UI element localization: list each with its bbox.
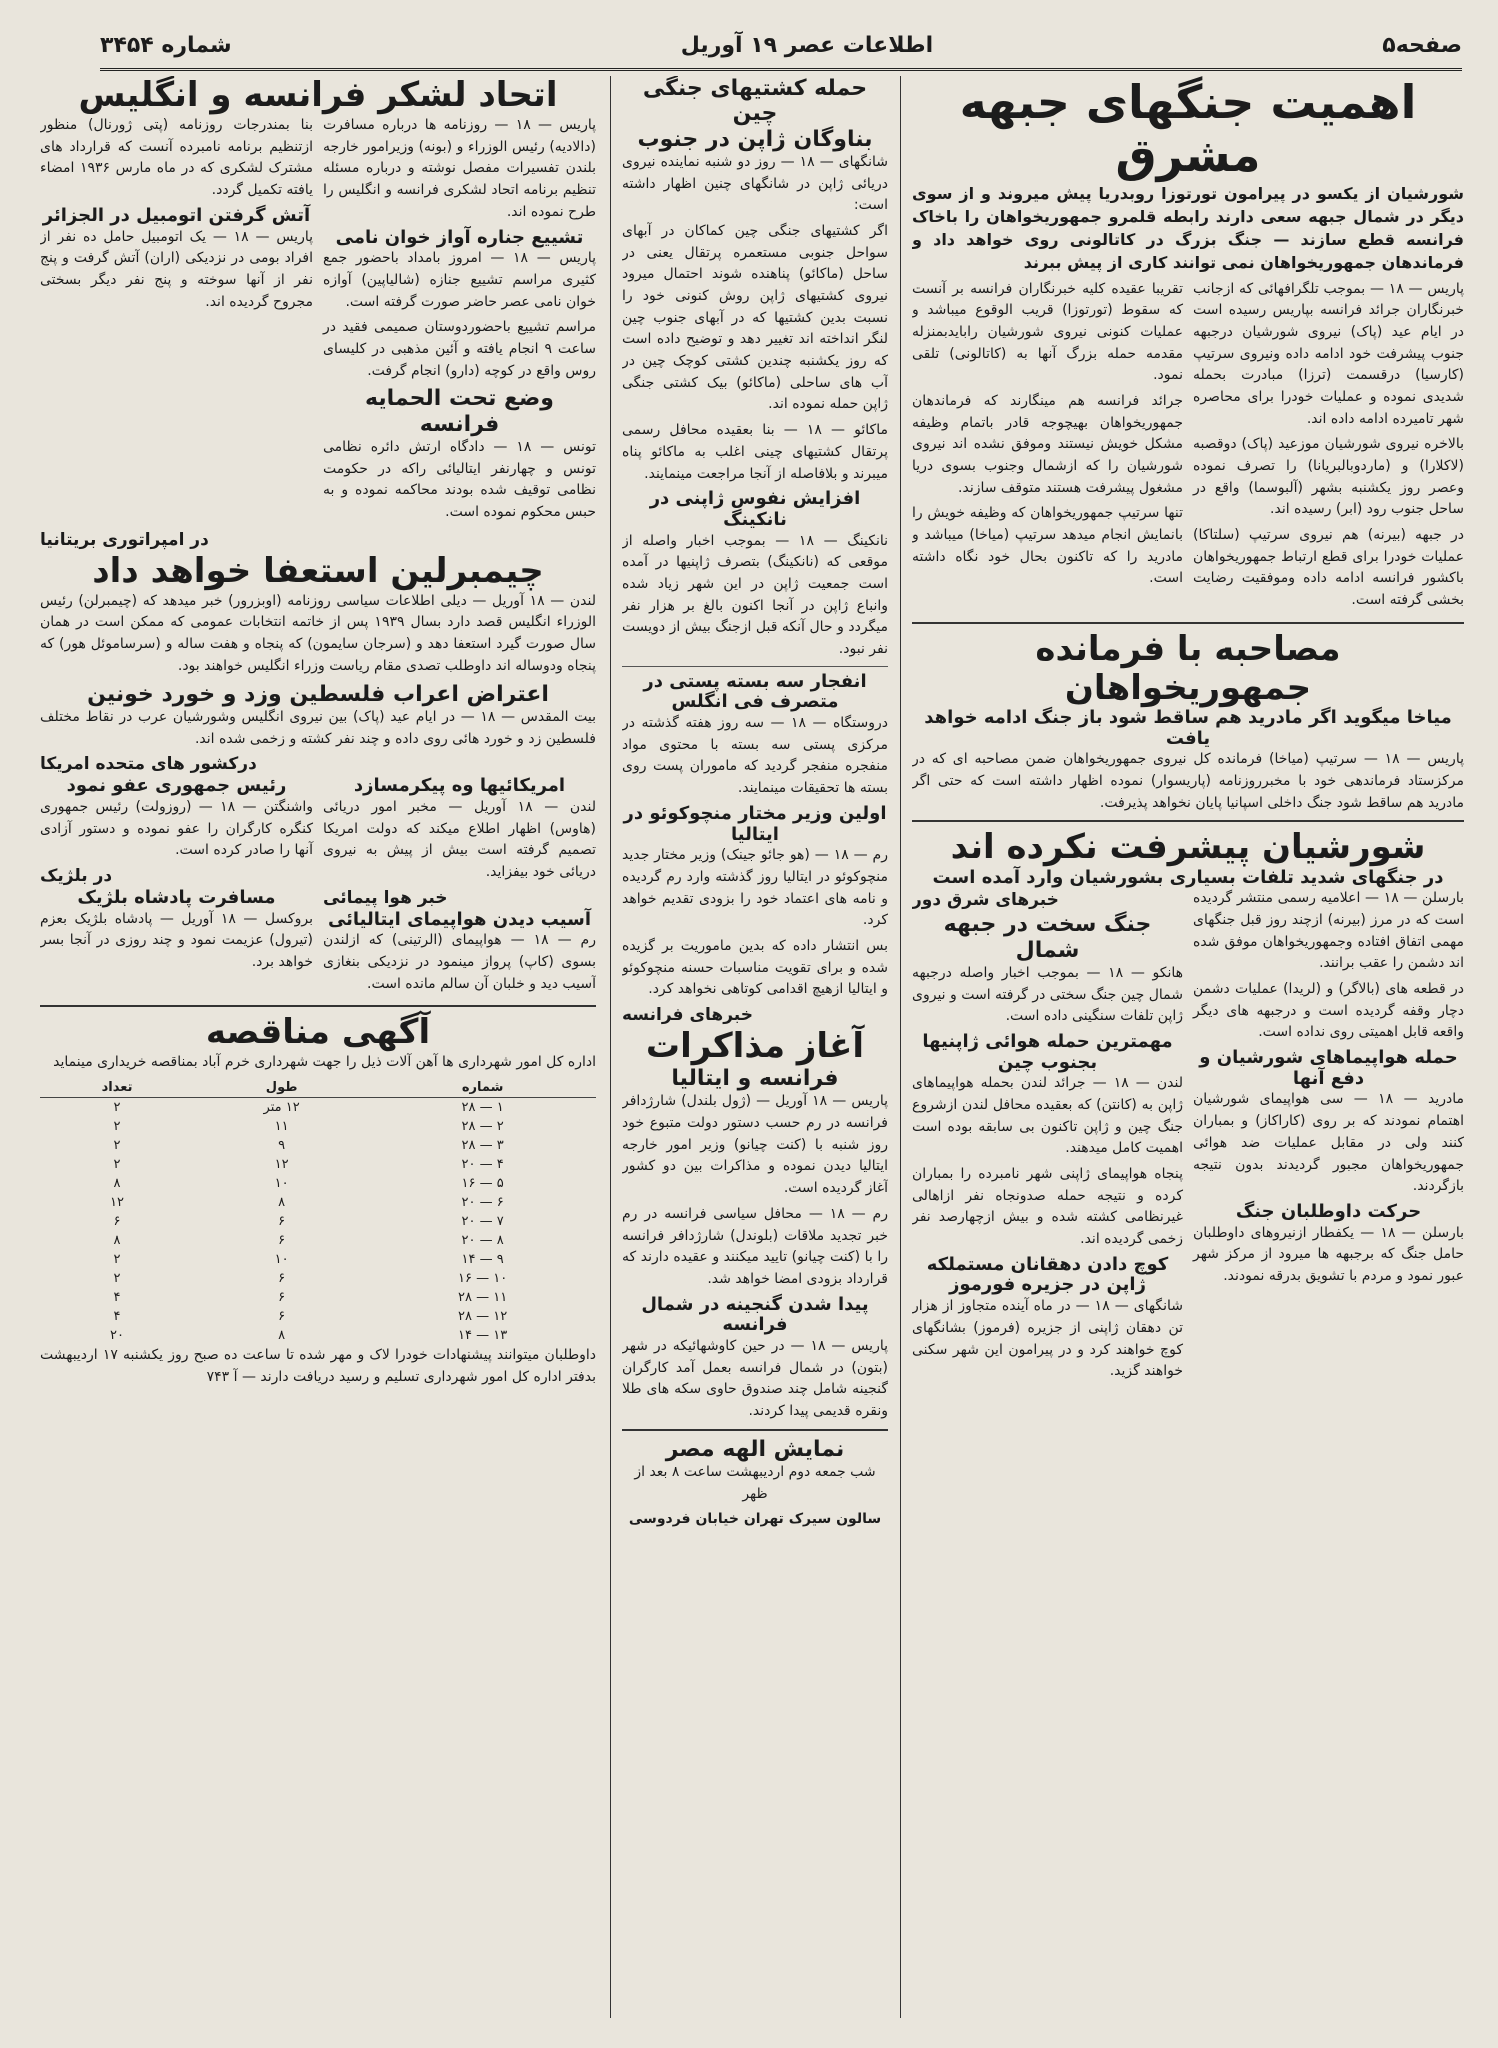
table-cell: ۸ [278, 1328, 286, 1344]
middle-column [622, 76, 888, 2018]
table-cell: ۲ [113, 1100, 121, 1116]
paragraph: مادرید — ۱۸ — سی هواپیمای شورشیان اهتمام نمودند که بر روی (کاراکاز) و بمباران کنند ولی در مقابل عملیات ضد هوائی جمهوریخواهان مجبور گردیدند بدون نتیجه بازگردند. [1193, 1091, 1464, 1195]
divider [622, 666, 888, 667]
subheadline: در جنگهای شدید تلفات بسیاری بشورشیان وارد آمده است [932, 866, 1444, 888]
advertisement-text: شب جمعه دوم اردیبهشت ساعت ۸ بعد از ظهر [634, 1464, 876, 1502]
table-cell: ۱۲ [274, 1157, 289, 1173]
paragraph: پنجاه هواپیمای ژاپنی شهر نامبرده را بمباران کرده و نتیجه حمله صدونجاه نفر ازاهالی غیرنظامی کشته شده و بیش ازچهارصد نفر زخمی گردیده اند. [912, 1166, 1183, 1248]
right-column [912, 76, 1464, 2018]
table-row [40, 1098, 596, 1118]
headline: تشییع جناره آواز خوان نامی [335, 226, 584, 248]
headline: وضع تحت الحمایه فرانسه [365, 386, 554, 437]
section-label: در بلژیک [40, 865, 113, 886]
date-line: اطلاعات عصر ۱۹ آوریل [680, 32, 934, 58]
text-column [323, 115, 596, 528]
paragraph: شانگهای — ۱۸ — در ماه آینده متجاوز از هزار تن دهقان ژاپنی از جزیره (فرموز) بشانگهای کوچ خواهند کرد و در پیرامون این شهر سکنی خواهند گزید. [912, 1298, 1183, 1380]
headline: آتش گرفتن اتومبیل در الجزائر [42, 204, 311, 226]
headline: اهمیت جنگهای جبهه مشرق [959, 76, 1417, 182]
table-cell: ۸ [278, 1195, 286, 1211]
table-cell: ۱۱ [274, 1119, 289, 1135]
table-header: تعداد [40, 1078, 194, 1098]
table-cell: ۱۰ [274, 1252, 289, 1268]
table-cell: ۲۰ [110, 1328, 125, 1344]
paragraph: بارسلن — ۱۸ — اعلامیه رسمی منتشر گردیده است که در مرز (بیرنه) ازچند روز قبل جنگهای مهمی اتفاق افتاده وجمهوریخواهان موفق شده اند دشمن را عقب برانند. [1193, 890, 1464, 972]
text-column [912, 888, 1183, 1387]
table-cell: ۹ — ۱۴ [461, 1252, 504, 1268]
tender-table [40, 1078, 596, 1345]
headline: مسافرت پادشاه بلژیک [77, 886, 276, 908]
table-row [40, 1174, 596, 1193]
paragraph: جرائد فرانسه هم مینگارند که فرماندهان جمهوریخواهان بهیچوجه قادر باتمام وظیفه مشکل خویش نیستند وموفق نشده اند نیروی شورشیان را که ازشمال وجنوب بسوی دریا مشغول پیشرفت هستند متوقف سازند. [912, 392, 1183, 496]
masthead [100, 22, 1462, 71]
paragraph: تقریبا عقیده کلیه خبرنگاران فرانسه بر آنست که سقوط (تورتوزا) قریب الوقوع میباشد و عملیات کنونی نیروی شورشیان رابایدبمنزله مقدمه حمله بزرگ آنها به (کاتالونی) تلقی نمود. [912, 280, 1183, 384]
subheadline: میاخا میگوید اگر مادرید هم ساقط شود باز جنگ ادامه خواهد یافت [924, 707, 1452, 749]
table-cell: ۳ — ۲۸ [461, 1138, 504, 1154]
paragraph: پاریس — ۱۸ — روزنامه ها درباره مسافرت (دالادیه) رئیس الوزراء و (بونه) وزیرامور خارجه بلندن تفسیرات مفصل نوشته و درباره مسئله تنظیم برنامه اتحاد لشکری فرانسه و انگلیس را طرح نموده اند. [323, 117, 596, 220]
headline: حمله هواپیماهای شورشیان و دفع آنها [1199, 1047, 1458, 1089]
subheadline: فرانسه و ایتالیا [671, 1066, 839, 1092]
text-column [912, 279, 1183, 616]
table-cell: ۴ [113, 1290, 121, 1306]
table-row [40, 1307, 596, 1326]
headline: آغاز مذاکرات [645, 1026, 865, 1067]
paragraph: مراسم تشییع باحضوردوستان صمیمی فقید در ساعت ۹ انجام یافته و آئین مذهبی در کلیسای روس واقع در کوچه (دارو) انجام گرفت. [323, 319, 596, 379]
table-cell: ۱۰ — ۱۶ [458, 1271, 508, 1287]
advertisement-title: آگهی مناقصه [205, 1012, 431, 1053]
table-cell: ۴ — ۲۰ [461, 1157, 504, 1173]
table-cell: ۱ — ۲۸ [461, 1100, 504, 1116]
headline: رئیس جمهوری عفو نمود [66, 775, 287, 797]
table-row [40, 1326, 596, 1345]
table-cell: ۶ [278, 1271, 286, 1287]
lead-paragraph: شورشیان از یکسو در پیرامون تورتوزا روبدریا پیش میروند و از سوی دیگر در شمال جبهه سعی دارند رابطه قلمرو جمهوریخواهان را باخاک فرانسه قطع سازند — جنگ بزرگ در کاتالونی روی خواهد داد و فرماندهان جمهوریخواهان نمی توانند کاری از پیش ببرند [912, 183, 1464, 273]
table-header: شماره [369, 1078, 596, 1098]
text-column [323, 776, 596, 999]
paragraph: رم — ۱۸ — هواپیمای (الرتینی) که ازلندن بسوی (کاپ) پرواز مینمود در نزدیکی بنغازی آسیب دید و خلبان آن سالم مانده است. [323, 932, 596, 992]
table-cell: ۱۱ — ۲۸ [458, 1290, 508, 1306]
section-label: درکشور های متحده امریکا [40, 754, 257, 775]
table-cell: ۶ [278, 1290, 286, 1306]
section-label: خبر هوا پیمائی [323, 887, 448, 908]
table-cell: ۲ [113, 1252, 121, 1268]
paragraph: ماکائو — ۱۸ — بنا بعقیده محافل رسمی پرتقال کشتیهای چینی اغلب به ماکائو پناه میبرند و بلافاصله از آنجا مراجعت مینمایند. [622, 422, 888, 482]
headline: افزایش نفوس ژاپنی در نانکینگ [649, 488, 861, 530]
paragraph: دروستگاه — ۱۸ — سه روز هفته گذشته در مرکزی پستی سه بسته با محتوی مواد منفجره منفجر گردید که ماموران پست روی بسته ها تحقیقات مینمایند. [622, 715, 888, 797]
section-label: خبرهای فرانسه [622, 1005, 753, 1026]
paragraph: تونس — ۱۸ — دادگاه ارتش دائره نظامی تونس و چهارنفر ایتالیائی راکه در حکومت نظامی توقیف شده بودند محاکمه نموده و به حبس محکوم نموده است. [323, 438, 596, 520]
advertisement-footer: داوطلبان میتوانند پیشنهادات خودرا لاک و مهر شده تا ساعت ده صبح روز یکشنبه ۱۷ اردیبهشت بدفتر اداره کل امور شهرداری تسلیم و رسید دریافت دارند — آ ۷۴۳ [40, 1347, 596, 1385]
text-column [40, 776, 313, 999]
column-rule [610, 76, 611, 2018]
headline: حرکت داوطلبان جنگ [1235, 1200, 1422, 1222]
table-row [40, 1269, 596, 1288]
paragraph: لندن — ۱۸ آوریل — دیلی اطلاعات سیاسی روزنامه (اوبزرور) خبر میدهد که (چیمبرلن) رئیس الوزراء انگلیس قصد دارد بسال ۱۹۳۹ پس از خاتمه انتخابات عمومی که ممکن است در همان سال صورت گیرد استعفا دهد و (سرجان سایمون) که پنجاه و هفت ساله و (سرساموئل هور) که پنجاه ودوساله اند داوطلب تصدی مقام ریاست وزراء انگلیس خواهند بود. [40, 592, 596, 674]
text-column [1193, 888, 1464, 1387]
paragraph: واشنگتن — ۱۸ — (روزولت) رئیس جمهوری کنگره کارگران را عفو نموده و دستور آزادی آنها را صادر کرده است. [40, 798, 313, 859]
table-cell: ۸ — ۲۰ [461, 1233, 504, 1249]
headline: جنگ سخت در جبهه شمال [943, 912, 1152, 963]
paragraph: رم — ۱۸ — محافل سیاسی فرانسه در رم خبر تجدید ملاقات (بلوندل) شارژدافر فرانسه را با (کنت چیانو) تایید میکنند و عقیده دارند که قرارداد بزودی امضا خواهد شد. [622, 1205, 888, 1287]
divider [40, 1005, 596, 1007]
table-cell: ۱۳ — ۱۴ [458, 1328, 508, 1344]
table-cell: ۲ [113, 1119, 121, 1135]
headline: شورشیان پیشرفت نکرده اند [950, 827, 1426, 868]
table-cell: ۲ — ۲۸ [461, 1119, 504, 1135]
paragraph: پاریس — ۱۸ — یک اتومبیل حامل ده نفر از افراد بومی در نزدیکی (اران) آتش گرفت و پنج نفر از آنها سوخته و پنج نفر دیگر بسختی مجروح گردیده اند. [40, 228, 314, 310]
text-column [1193, 279, 1464, 616]
headline: مصاحبه با فرمانده جمهوریخواهان [1035, 628, 1341, 708]
table-cell: ۸ [113, 1176, 121, 1192]
paragraph: هانکو — ۱۸ — بموجب اخبار واصله درجبهه شمال چین جنگ سختی در گرفته است و نیروی ژاپن تلفات سنگینی داده است. [912, 964, 1183, 1025]
table-cell: ۵ — ۱۶ [461, 1176, 504, 1192]
table-header: طول [194, 1078, 369, 1098]
paragraph: بروکسل — ۱۸ آوریل — پادشاه بلژیک بعزم (تیرول) عزیمت نمود و چند روزی در آنجا بسر خواهد برد. [40, 910, 313, 971]
paragraph: لندن — ۱۸ — جرائد لندن بحمله هواپیماهای ژاپن به (کانتن) که بعقیده محافل لندن ازشروع جنگ چین و ژاپن تاکنون بی سابقه بوده است اهمیت کامل میدهند. [912, 1075, 1183, 1157]
table-cell: ۲ [113, 1157, 121, 1173]
headline: انفجار سه بسته پستی در متصرف فی انگلس [643, 670, 867, 713]
headline: حمله کشتیهای جنگی چین [642, 76, 868, 127]
table-cell: ۷ — ۲۰ [461, 1214, 504, 1230]
divider [622, 1429, 888, 1431]
table-row [40, 1117, 596, 1136]
table-cell: ۲ [113, 1271, 121, 1287]
paragraph: بارسلن — ۱۸ — یکفطار ازنیروهای داوطلبان حامل جنگ که برجبهه ها میرود از مرکز شهر عبور نمود و مردم با تشویق بدرقه نمودند. [1193, 1224, 1464, 1284]
column-rule [900, 76, 901, 2018]
table-cell: ۶ [278, 1214, 286, 1230]
table-row [40, 1231, 596, 1250]
advertisement-title: نمایش الهه مصر [665, 1436, 845, 1462]
advertisement-venue: سالون سیرک تهران خیابان فردوسی [628, 1511, 882, 1528]
table-row [40, 1136, 596, 1155]
headline: بناوگان ژاپن در جنوب [637, 126, 873, 152]
paragraph: بالاخره نیروی شورشیان موزعید (پاک) دوقصبه (لاکلارا) و (ماردوبالبریانا) را تصرف نموده وعصر روز یکشنبه بشهر (آلبوسما) واقع در ساحل جنوب رود (ابر) رسیده اند. [1193, 436, 1464, 518]
issue-number: شماره ۳۴۵۴ [100, 32, 232, 58]
section-label: در امپراتوری بریتانیا [40, 529, 209, 550]
paragraph: بیت المقدس — ۱۸ — در ایام عید (پاک) بین نیروی انگلیس وشورشیان عرب در نقاط مختلف فلسطین زد و خورد هائی روی داده و چند نفر کشته و زخمی شده اند. [40, 708, 596, 747]
table-cell: ۶ [278, 1233, 286, 1249]
table-row [40, 1288, 596, 1307]
divider [912, 622, 1464, 624]
paragraph: در جبهه (بیرنه) هم نیروی سرتیپ (سلتاکا) عملیات خودرا برای قطع ارتباط جمهوریخواهان باکشور فرانسه ادامه داده وموفقیت رضایت بخشی گرفته است. [1193, 527, 1464, 609]
headline: اتحاد لشکر فرانسه و انگلیس [78, 76, 558, 115]
paragraph: بنا بمندرجات روزنامه (پتی ژورنال) منظور ازتنظیم برنامه نامبرده آنست که قرارداد های مشترک لشکری که در ماه مارس ۱۹۳۶ امضاء یافته تکمیل گردد. [40, 117, 313, 199]
table-body [40, 1098, 596, 1346]
paragraph: رم — ۱۸ — (هو جائو جینک) وزیر مختار جدید منچوکوئو در ایتالیا روز گذشته وارد رم گردیده و نامه های اعتماد خود را بزودی تقدیم خواهد کرد. [622, 847, 888, 929]
table-cell: ۶ [113, 1214, 121, 1230]
headline: مهمترین حمله هوائی ژاپنیها بجنوب چین [922, 1030, 1173, 1073]
advertisement-intro: اداره کل امور شهرداری ها آهن آلات ذیل را جهت شهرداری خرم آباد بمناقصه خریداری مینماید [53, 1054, 596, 1071]
table-row [40, 1212, 596, 1231]
table-cell: ۸ [113, 1233, 121, 1249]
table-cell: ۱۲ متر [263, 1100, 300, 1116]
headline: آسیب دیدن هواپیمای ایتالیائی [327, 908, 592, 930]
paragraph: شانگهای — ۱۸ — روز دو شنبه نماینده نیروی دریائی ژاپن در شانگهای چنین اظهار داشته است: [622, 153, 888, 214]
table-row [40, 1193, 596, 1212]
text-column [40, 115, 313, 528]
page-label: صفحه۵ [1382, 32, 1462, 58]
table-cell: ۲ [113, 1138, 121, 1154]
paragraph: پاریس — ۱۸ آوریل — (ژول بلندل) شارژدافر فرانسه در رم حسب دستور دولت متبوع خود روز شنبه با (کنت چیانو) وزیر امور خارجه ایتالیا دیدن نموده و مذاکرات بین دو کشور آغاز گردیده است. [622, 1093, 888, 1197]
table-cell: ۱۰ [274, 1176, 289, 1192]
table-cell: ۶ [278, 1309, 286, 1325]
paragraph: پاریس — ۱۸ — سرتیپ (میاخا) فرمانده کل نیروی جمهوریخواهان ضمن مصاحبه ای که در مرکزستاد فرماندهی خود با مخبرروزنامه (پاریسوار) نموده اظهار داشته است که حتی اگر مادرید هم ساقط شود جنگ داخلی اسپانیا پایان نخواهد پذیرفت. [912, 751, 1464, 811]
divider [912, 820, 1464, 822]
headline: پیدا شدن گنجینه در شمال فرانسه [641, 1293, 869, 1336]
headline: چیمبرلین استعفا خواهد داد [92, 550, 544, 591]
paragraph: نانکینگ — ۱۸ — بموجب اخبار واصله از موقعی که (نانکینگ) بتصرف ژاپنیها در آمده است جمعیت ژاپن در این شهر زیاد شده وانباع ژاپن در آنجا اکنون بالغ بر هزار نفر میگردد و حال آنکه قبل ازجنگ بیش از دویست نفر نبود. [622, 532, 888, 658]
left-column [40, 76, 596, 2018]
table-cell: ۶ — ۲۰ [461, 1195, 504, 1211]
paragraph: تنها سرتیپ جمهوریخواهان که وظیفه خویش را بانمایش انجام میدهد سرتیپ (میاخا) میباشد و مادرید را که تاکنون بحال خود نگاه داشته است. [912, 505, 1183, 587]
headline: امریکائیها وه پیکرمسازد [353, 775, 566, 797]
paragraph: بس انتشار داده که بدین ماموریت بر گزیده شده و برای تقویت مناسبات حسنه منچوکوئو و ایتالیا ازهیچ اقدامی کوتاهی نخواهد کرد. [622, 937, 888, 998]
paragraph: پاریس — ۱۸ — در حین کاوشهائیکه در شهر (بتون) در شمال فرانسه بعمل آمد کارگران گنجینه شامل چند صندوق حاوی سکه های طلا ونقره قدیمی پیدا کردند. [622, 1337, 888, 1420]
headline: کوچ دادن دهقانان مستملکه ژاپن در جزیره فورموز [926, 1253, 1169, 1296]
paragraph: پاریس — ۱۸ — امروز بامداد باحضور جمع کثیری مراسم تشییع جنازه (شالیاپین) آوازه خوان نامی عصر حاضر صورت گرفته است. [323, 250, 596, 310]
headline: اعتراض اعراب فلسطین وزد و خورد خونین [87, 681, 549, 707]
table-cell: ۹ [278, 1138, 286, 1154]
table-cell: ۴ [113, 1309, 121, 1325]
table-cell: ۱۲ [110, 1195, 125, 1211]
section-label: خبرهای شرق دور [912, 890, 1059, 911]
paragraph: در قطعه های (بالاگر) و (لریدا) عملیات دشمن دچار وقفه گردیده است و درجبهه های دیگر واقعه قابل اهمیتی روی نداده است. [1193, 981, 1464, 1041]
paragraph: پاریس — ۱۸ — بموجب تلگرافهائی که ازجانب خبرنگاران جرائد فرانسه بپاریس رسیده است در ایام عید (پاک) نیروی شورشیان درجبهه جنوب پیشرفت خود ادامه داده ونیروی سرتیپ (کارسیا) درقسمت (ترزا) مبادرت بحمله شدیدی نموده و عملیات خودرا برای محاصره شهر تامیرده ادامه داده اند. [1193, 280, 1464, 427]
paragraph: اگر کشتیهای جنگی چین کماکان در آبهای سواحل جنوبی مستعمره پرتقال یعنی در ساحل (ماکائو) پناهنده شوند احتمال میرود نیروی کشتیهای ژاپن روش کنونی خود را نسبت بدین کشتیها که در آبهای جنوب چین لنگر انداخته اند تغییر دهد و توضیح داده است که روز یکشنبه چندین کشتی کوچک چین در آب های ساحلی (ماکائو) بیک کشتی جنگی ژاپن حمله نموده اند. [622, 222, 888, 413]
table-row [40, 1155, 596, 1174]
table-cell: ۱۲ — ۲۸ [458, 1309, 508, 1325]
table-row [40, 1250, 596, 1269]
headline: اولین وزیر مختار منچوکوئو در ایتالیا [623, 802, 887, 845]
paragraph: لندن — ۱۸ آوریل — مخبر امور دریائی (هاوس) اظهار اطلاع میکند که دولت امریکا تصمیم گرفته است بیش از پیش به نیروی دریائی خود بیفزاید. [323, 798, 596, 880]
